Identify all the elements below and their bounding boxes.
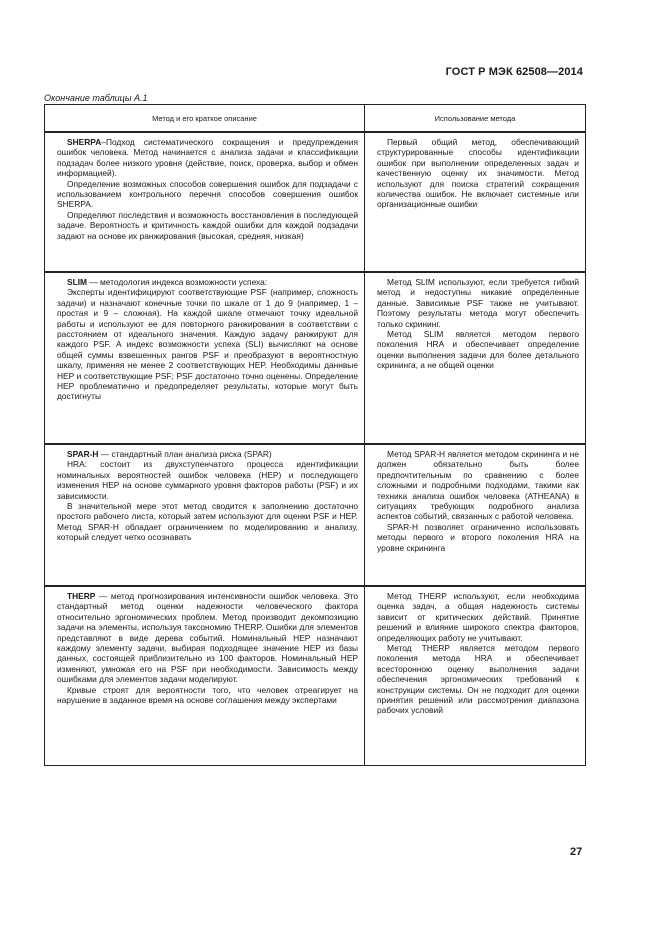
method-name: SLIM: [67, 277, 88, 287]
usage-cell: [365, 132, 586, 272]
usage-paragraph: Метод SLIM используют, если требуется гибкий метод и недоступны никакие определенные данные. Зависимые PSF также не учитывают. Поэтому результаты метода могут обеспечить только скрининг.: [377, 277, 579, 329]
standard-designation: ГОСТ Р МЭК 62508—2014: [445, 66, 583, 78]
usage-cell: [365, 444, 586, 586]
method-text: — стандартный план анализа риска (SPAR): [98, 449, 272, 459]
method-paragraph: Кривые строят для вероятности того, что человек отреагирует на нарушение в заданное время на основе соглашения между экспертами: [57, 684, 358, 706]
method-paragraph: Определяют последствия и возможность восстановления в последующей задаче. Вероятность и критичность каждой ошибки для каждой подзадачи задают на основе их ранжирования (высокая, средняя, низкая): [57, 209, 358, 241]
usage-paragraph: Метод THERP используют, если необходима оценка задач, а общая надежность системы зависит от критических действий. Принятие решений и влияние широкого спектра факторов, определяющих работу не учитывают.: [377, 591, 579, 643]
method-name: SPAR-H: [67, 449, 99, 459]
method-paragraph: HRA: состоит из двухступенчатого процесса идентификации номинальных вероятностей ошибок человека (HEP) и последующего изменения HEP на основе суммарного уровня факторов работы (PSF) и их зависимости.: [57, 459, 358, 501]
usage-paragraph: Метод SLIM является методом первого поколения HRA и обеспечивает определение оценки выполнения задачи для более детального скрининга, а не общей оценки: [377, 329, 579, 371]
method-cell: [45, 132, 365, 272]
usage-cell: [365, 586, 586, 766]
usage-paragraph: Метод THERP является методом первого поколения метода HRA и обеспечивает всесторонною оценку выполнения задачи обеспечения эргономических требований к конструкции системы. Он не подходит для оценки принятия решений или рассмотрения диапазона рабочих условий: [377, 643, 579, 716]
methods-table: [44, 104, 586, 766]
usage-paragraph: Метод SPAR-H является методом скрининга и не должен обязательно быть более предпочтительным по сравнению с более сложными и подробными подходами, такими как техника анализа ошибок человека (ATHEANA) в ситуациях требующих подробного анализа аспектов событий, связанных с работой человека.: [377, 449, 579, 522]
method-paragraph: В значительной мере этот метод сводится к заполнению достаточно простого рабочего листа, который затем используют для оценки PSF и HEP. Метод SPAR-H обладает ограничением по моделированию и анализу, который следует четко осознавать: [57, 501, 358, 543]
method-paragraph: [57, 591, 358, 685]
table-header-row: [45, 105, 586, 133]
usage-paragraph: Первый общий метод, обеспечивающий структурированные способы идентификации ошибок при выполнении определенных задач и качественную оценку их значимости. Метод используют для поиска стратегий сокращения количества ошибок. Не включает системные или организационные ошибки: [377, 137, 579, 210]
usage-paragraph: SPAR-H позволяет ограниченно использовать методы первого и второго поколения HRA на уровне скрининга: [377, 521, 579, 553]
usage-cell: [365, 272, 586, 444]
method-text: –Подход систематического сокращения и предупреждения ошибок человека. Метод начинается с анализа задачи и классификации подзадач более низкого уровня (действие, поиск, проверка, выбор и обмен информацией).: [57, 137, 358, 179]
table-caption: Окончание таблицы А.1: [44, 93, 148, 103]
column-header-method: Метод и его краткое описание: [45, 105, 365, 133]
method-name: SHERPA: [67, 137, 102, 147]
column-header-usage: Использование метода: [365, 105, 586, 133]
table-row: [45, 272, 586, 444]
table-row: [45, 586, 586, 766]
method-name: THERP: [67, 591, 96, 601]
method-text: — метод прогнозирования интенсивности ошибок человека. Это стандартный метод оценки надежности человеческого фактора относительно эргономических проблем. Метод производит декомпозицию задачи на элементы, используя таксономию THERP. Ошибки для элементов представляют в виде дерева событий. Номинальный HEP назначают каждому элементу задачи, выбирая подходящее значение HEP из базы данных, состоящей приблизительно из 100 факторов. Номинальный HEP изменяют, умножая его на PSF при необходимости. Зависимость между ошибками для элементов задачи моделируют.: [57, 591, 358, 685]
method-paragraph: Определение возможных способов совершения ошибок для подзадачи с использованием контрольного перечня способов совершения ошибок SHERPA.: [57, 178, 358, 210]
method-cell: [45, 272, 365, 444]
page-number: 27: [570, 846, 583, 858]
method-paragraph: [57, 277, 358, 287]
method-paragraph: [57, 449, 358, 459]
method-text: — методология индекса возможности успеха:: [87, 277, 268, 287]
table-row: [45, 132, 586, 272]
method-paragraph: [57, 137, 358, 179]
method-paragraph: Эксперты идентифицируют соответствующие PSF (например, сложность задачи) и назначают конечные точки по шкале от 1 до 9 (например, 1 – простая и 9 – сложная). На каждой шкале отмечают точку идеальной работы и используют ее для повторного ранжирования в соответствии с расстоянием от идеального значения. Каждую задачу ранжируют для каждого PSF. А индекс возможности успеха (SLI) вычисляют на основе общей суммы взвешенных рангов PSF и преобразуют в вероятностную шкалу, применяя не менее 2 соответствующих HEP. Необходимы даннвые HEP и соответствующие PSF; PSF достаточно точно оценены. Определение HEP проблематично и предопределяет результаты, которые могут быть достигнуты: [57, 287, 358, 402]
method-cell: [45, 586, 365, 766]
method-cell: [45, 444, 365, 586]
table-row: [45, 444, 586, 586]
